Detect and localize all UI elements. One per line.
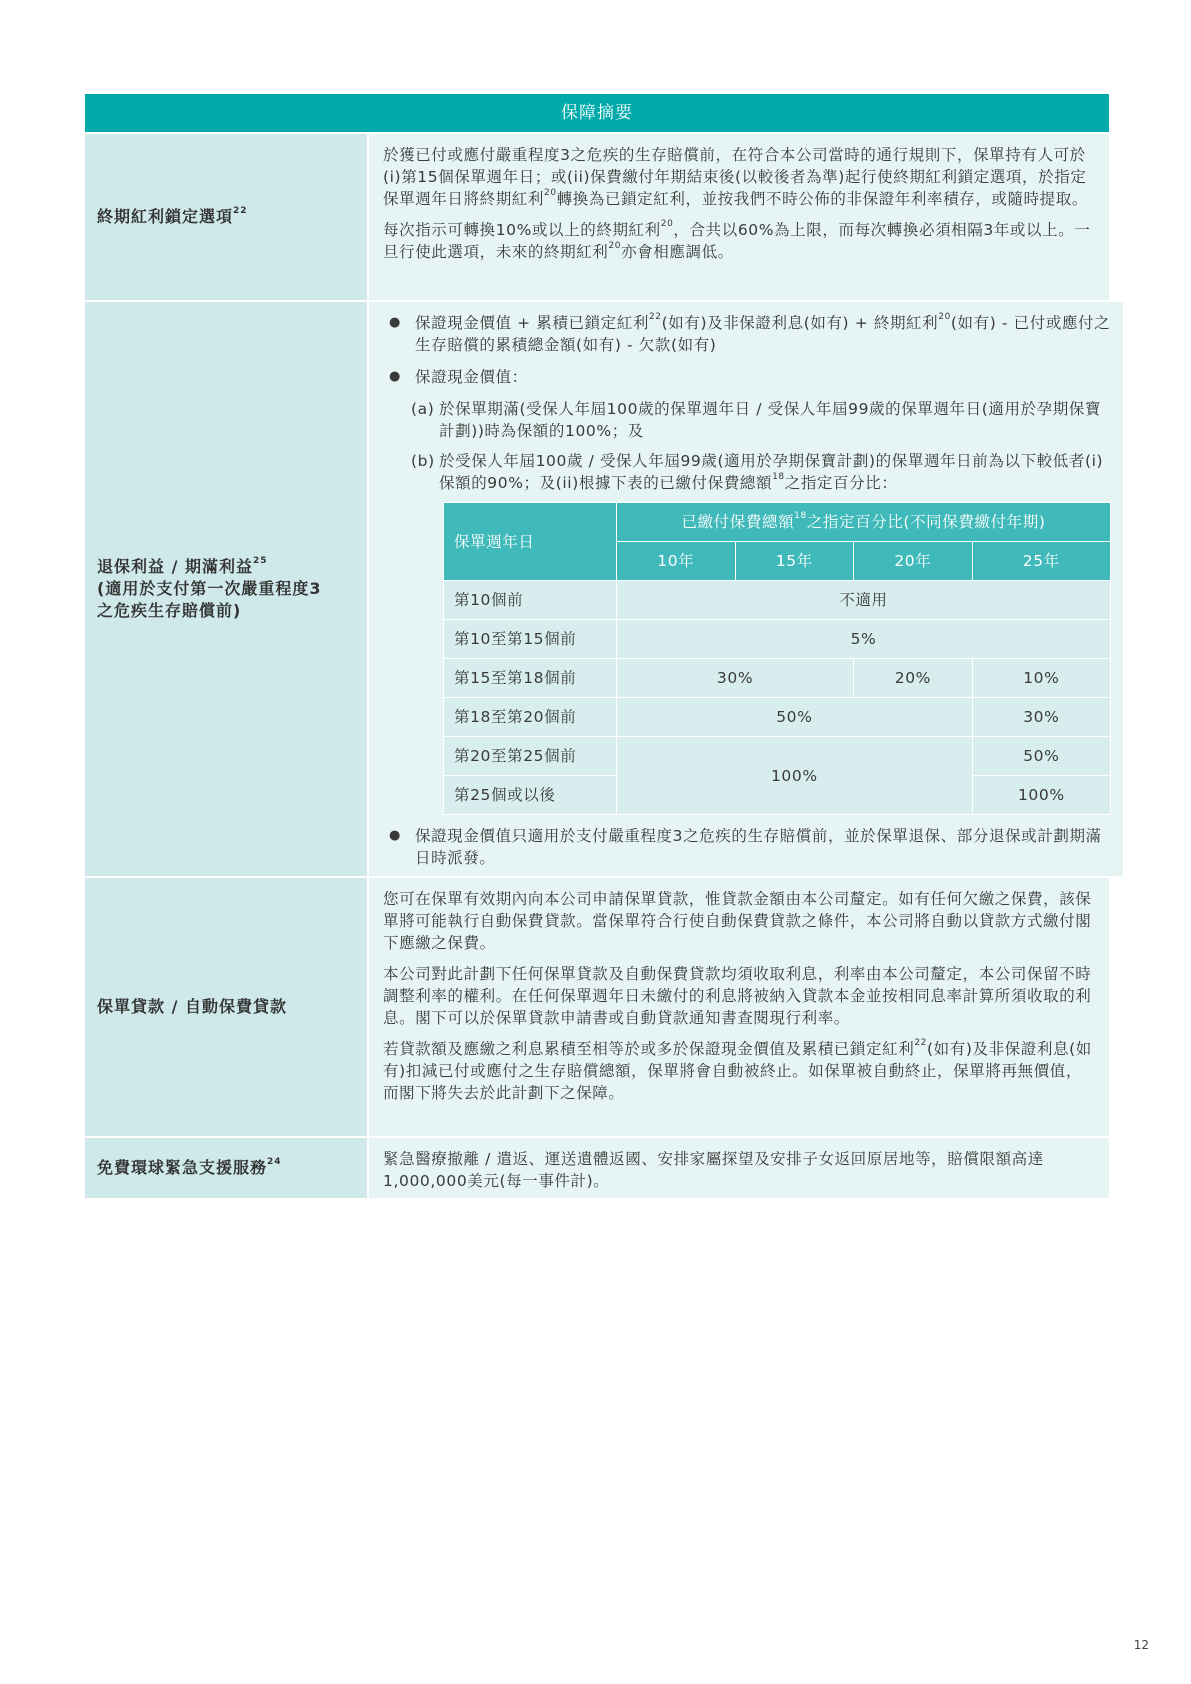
col-header-percentage: 已繳付保費總額$^{18}$之指定百分比(不同保費繳付年期) (617, 503, 1111, 542)
paragraph: 您可在保單有效期內向本公司申請保單貸款，惟貸款金額由本公司釐定。如有任何欠繳之保費，該保單將可能執行自動保費貸款。當保單符合行使自動保費貸款之條件，本公司將自動以貸款方式繳付閣下應繳之保費。 (383, 890, 1092, 952)
row-label: 終期紅利鎖定選項$^{22}$ (85, 134, 367, 300)
table-row: 第15至第18個前 30% 20% 10% (444, 659, 1111, 698)
table-header: 保障摘要 (85, 94, 1109, 132)
paragraph: 若貸款額及應繳之利息累積至相等於或多於保證現金價值及累積已鎖定紅利$^{22}$(如有)及非保證利息(如有)扣減已付或應付之生存賠償總額，保單將會自動被終止。如保單被自動終止，保單將再無價值，而閣下將失去於此計劃下之保障。 (383, 1038, 1092, 1102)
col-header-anniversary: 保單週年日 (444, 503, 617, 581)
table-row: 第10至第15個前 5% (444, 620, 1111, 659)
table-row: 第20至第25個前 100% 50% (444, 737, 1111, 776)
row-label: 免費環球緊急支援服務$^{24}$ (85, 1138, 367, 1198)
row-terminal-bonus-lock (85, 132, 1109, 300)
row-label: 保單貸款 / 自動保費貸款 (85, 878, 367, 1136)
bullet-item: ● 保證現金價值： (383, 366, 1111, 388)
col-header-term: 10年 (617, 542, 736, 581)
row-policy-loan (85, 876, 1109, 1136)
sub-item-a: (a) 於保單期滿(受保人年屆100歲的保單週年日 / 受保人年屆99歲的保單週年日(適用於孕期保寶計劃))時為保額的100%；及 (411, 400, 1102, 440)
paragraph: 本公司對此計劃下任何保單貸款及自動保費貸款均須收取利息，利率由本公司釐定，本公司保留不時調整利率的權利。在任何保單週年日未繳付的利息將被納入貸款本金並按相同息率計算所須收取的利息。閣下可以於保單貸款申請書或自動貸款通知書查閱現行利率。 (383, 965, 1092, 1027)
bullet-icon: ● (389, 369, 401, 384)
bullet-item: ● 保證現金價值 + 累積已鎖定紅利$^{22}$(如有)及非保證利息(如有) + 終期紅利$^{20}$(如有) - 已付或應付之生存賠償的累積總金額(如有) - 欠款(如有) (383, 312, 1111, 356)
col-header-term: 15年 (735, 542, 854, 581)
bullet-icon: ● (389, 315, 401, 330)
row-label: 退保利益 / 期滿利益$^{25}$ (適用於支付第一次嚴重程度3 之危疾生存賠償前) (85, 302, 367, 876)
table-row: 第10個前 不適用 (444, 581, 1111, 620)
col-header-term: 20年 (854, 542, 973, 581)
row-content (369, 878, 1109, 1136)
row-surrender-maturity (85, 300, 1109, 876)
percentage-table (443, 502, 1111, 815)
benefit-summary-table (85, 94, 1109, 1198)
table-row: 第25個或以後 100% (444, 776, 1111, 815)
row-content (369, 134, 1109, 300)
paragraph: 每次指示可轉換10%或以上的終期紅利$^{20}$，合共以60%為上限，而每次轉換必須相隔3年或以上。一旦行使此選項，未來的終期紅利$^{20}$亦會相應調低。 (383, 219, 1091, 261)
paragraph: 緊急醫療撤離 / 遣返、運送遺體返國、安排家屬探望及安排子女返回原居地等，賠償限額高達1,000,000美元(每一事件計)。 (383, 1150, 1044, 1190)
row-content (369, 1138, 1109, 1198)
row-emergency-assistance (85, 1136, 1109, 1198)
page-number: 12 (1133, 1638, 1149, 1652)
table-row: 第18至第20個前 50% 30% (444, 698, 1111, 737)
col-header-term: 25年 (972, 542, 1110, 581)
sub-item-b: (b) 於受保人年屆100歲 / 受保人年屆99歲(適用於孕期保寶計劃)的保單週年日前為以下較低者(i)保額的90%；及(ii)根據下表的已繳付保費總額$^{18}$之指定百分比： (411, 452, 1104, 492)
paragraph: 於獲已付或應付嚴重程度3之危疾的生存賠償前，在符合本公司當時的通行規則下，保單持有人可於(i)第15個保單週年日；或(ii)保費繳付年期結束後(以較後者為準)起行使終期紅利鎖定選項，於指定保單週年日將終期紅利$^{20}$轉換為已鎖定紅利，並按我們不時公佈的非保證年利率積存，或隨時提取。 (383, 146, 1088, 208)
bullet-item: ● 保證現金價值只適用於支付嚴重程度3之危疾的生存賠償前，並於保單退保、部分退保或計劃期滿日時派發。 (383, 825, 1111, 869)
bullet-icon: ● (389, 828, 401, 843)
row-content (369, 302, 1123, 876)
